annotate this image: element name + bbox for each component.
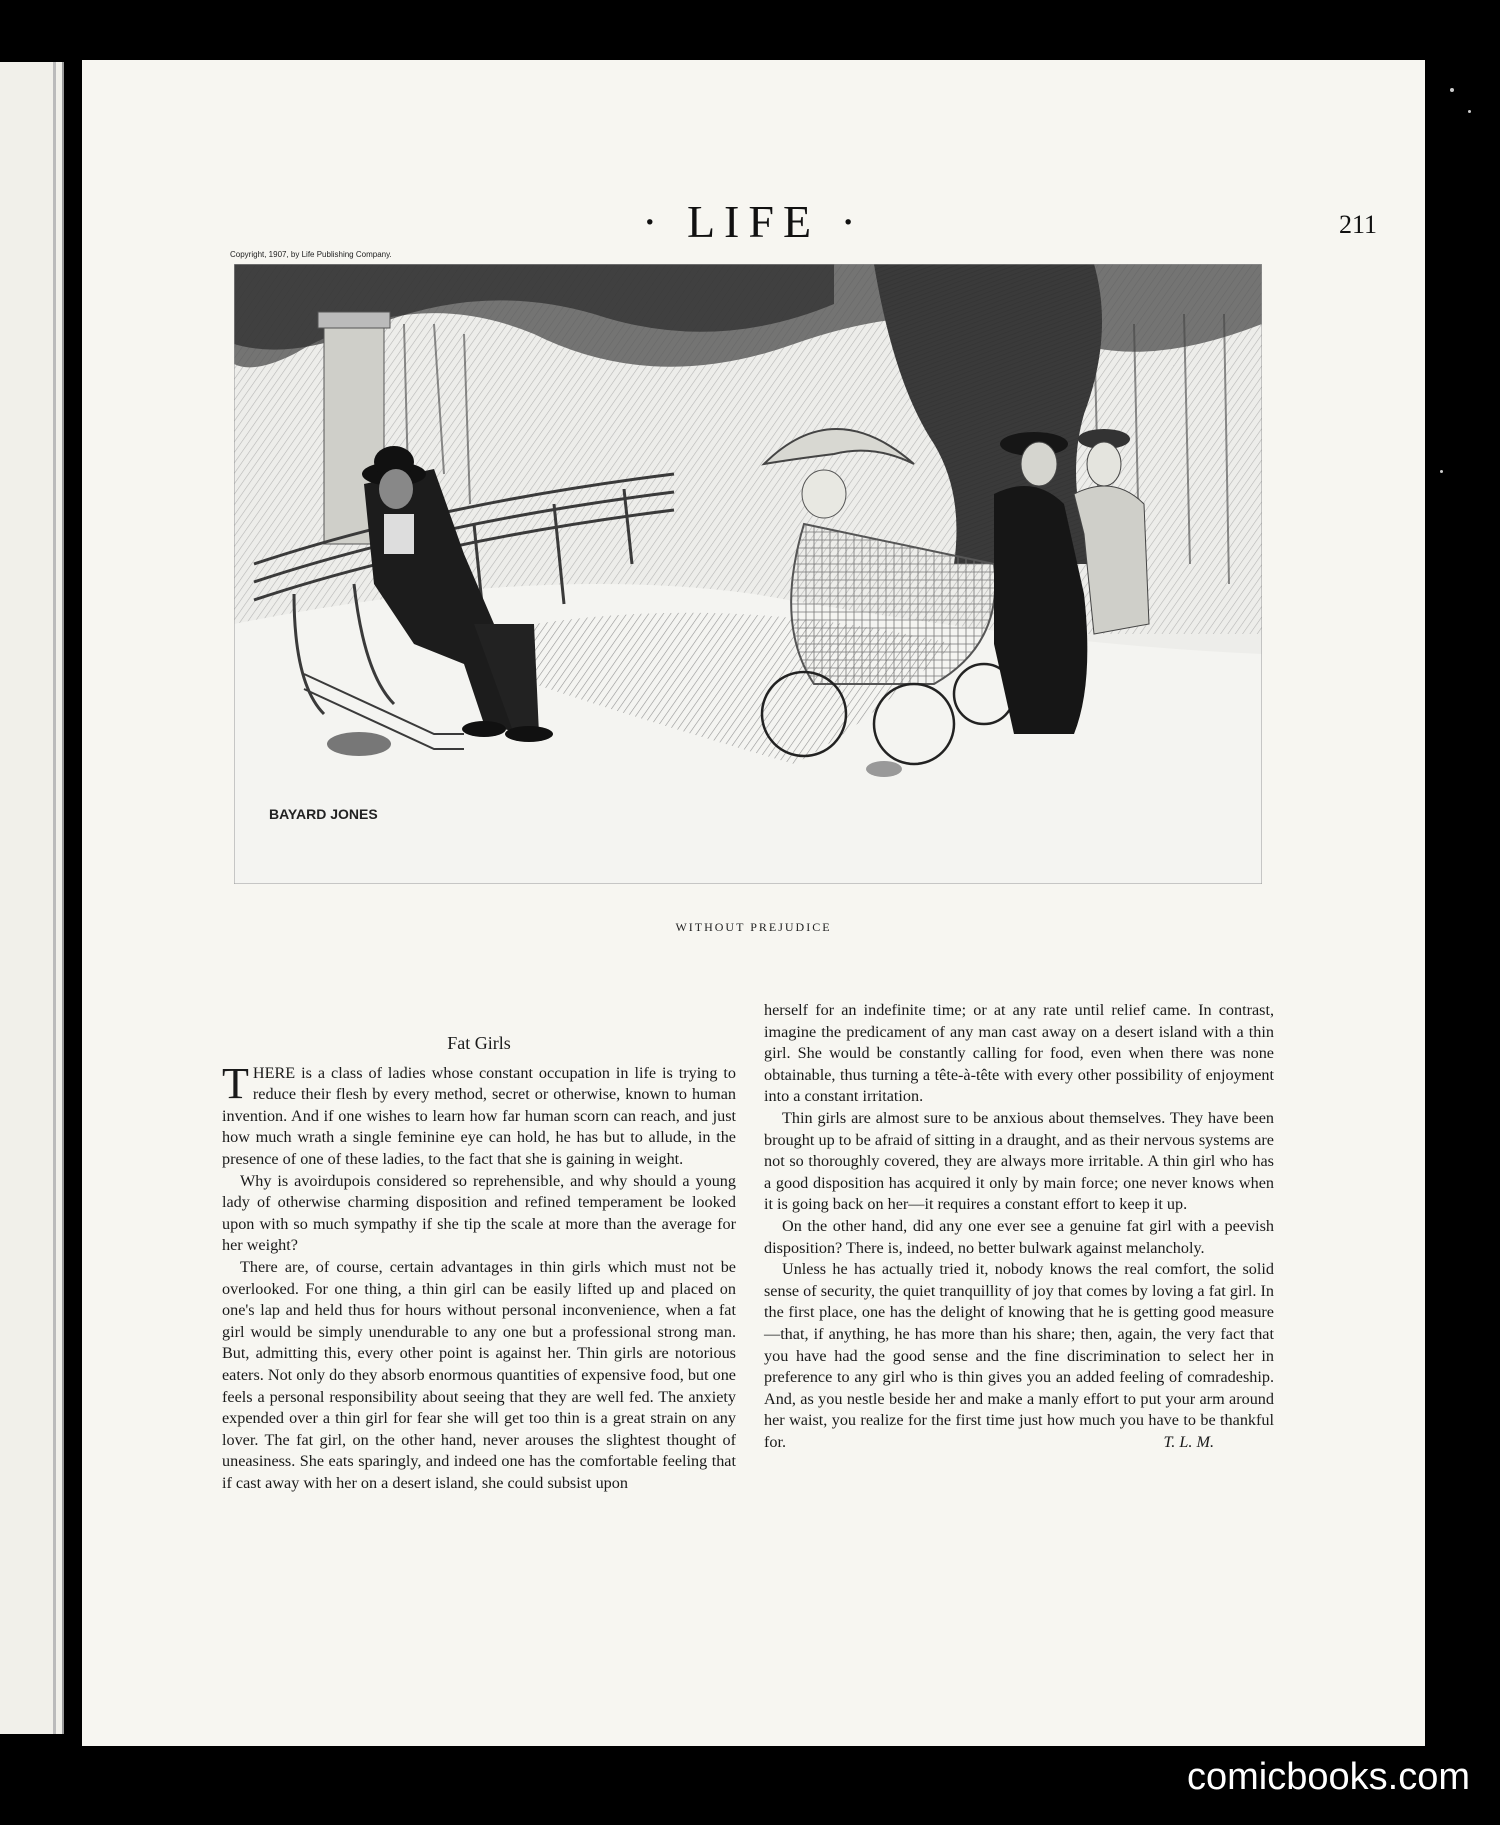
article-paragraph: herself for an indefinite time; or at any rate until relief came. In contrast, imagine the predicament of any man cast away on a desert island with a thin girl. She would be constantly calling for food, even when there was none obtainable, thus turning a tête-à-tête with every other possibility of enjoyment into a constant irritation. bbox=[764, 1001, 1274, 1106]
artist-signature: BAYARD JONES bbox=[269, 806, 378, 822]
article-paragraph: Unless he has actually tried it, nobody knows the real comfort, the solid sense of security, the quiet tranquillity of joy that comes by loving a fat girl. In the first place, one has the delight of knowing that he is getting good measure—that, if anything, he has more than his share; then, again, the very fact that you have had the good sense and the fine discrimination to select her in preference to any girl who is thin gives you an added feeling of comradeship. And, as you nestle beside her and make a manly effort to put your arm around her waist, you realize for the first time just how much you have to be thankful for. T. L. M. bbox=[764, 1259, 1274, 1453]
author-initials: T. L. M. bbox=[1163, 1432, 1214, 1451]
article-paragraph: There are, of course, certain advantages in thin girls which must not be overlooked. For one thing, a thin girl can be easily lifted up and placed on one's lap and held thus for hours without personal inconvenience, when a fat girl would be simply unendurable to any one but a professional strong man. But, admitting this, every other point is against her. Thin girls are notorious eaters. Not only do they absorb enormous quantities of expensive food, but one feels a personal responsibility about seeing that they are well fed. The anxiety expended over a thin girl for fear she will get too thin is a great strain on any lover. The fat girl, on the other hand, never arouses the slightest thought of uneasiness. She eats sparingly, and indeed one has the comfortable feeling that if cast away with her on a desert island, she could subsist upon bbox=[222, 1257, 736, 1492]
article-paragraph: On the other hand, did any one ever see a genuine fat girl with a peevish disposition? There is, indeed, no better bulwark against melancholy. bbox=[764, 1216, 1274, 1257]
article-left-column bbox=[222, 1033, 736, 1494]
previous-page-edge bbox=[0, 62, 64, 1734]
copyright-notice: Copyright, 1907, by Life Publishing Company. bbox=[230, 250, 392, 259]
scan-speck bbox=[1468, 110, 1471, 113]
site-watermark: comicbooks.com bbox=[1187, 1756, 1470, 1798]
drop-cap: T bbox=[222, 1058, 249, 1108]
article-paragraph: Why is avoirdupois considered so reprehensible, and why should a young lady of otherwise charming disposition and refined temperament be looked upon with so much sympathy if she tip the scale at more than the average for her weight? bbox=[222, 1171, 736, 1255]
article-right-column bbox=[764, 1000, 1274, 1453]
article-title: Fat Girls bbox=[447, 1033, 511, 1053]
magazine-page bbox=[82, 60, 1425, 1746]
article-paragraph: Thin girls are almost sure to be anxious about themselves. They have been brought up to be afraid of sitting in a draught, and as their nervous systems are not so thoroughly covered, they are always more irritable. A thin girl who has a good disposition has acquired it only by main force; one never knows when it is going back on her—it requires a constant effort to keep it up. bbox=[764, 1108, 1274, 1214]
scan-speck bbox=[1450, 88, 1454, 92]
park-illustration bbox=[234, 264, 1262, 884]
masthead: · LIFE · bbox=[642, 196, 865, 247]
page-number: 211 bbox=[1338, 210, 1377, 239]
scan-speck bbox=[1440, 470, 1443, 473]
article-paragraph: THERE is a class of ladies whose constant occupation in life is trying to reduce their flesh by every method, secret or otherwise, known to human invention. And if one wishes to learn how far human scorn can reach, and just how much wrath a single feminine eye can hold, he has but to allude, in the presence of one of these ladies, to the fact that she is gaining in weight. bbox=[222, 1058, 736, 1168]
illustration-caption: WITHOUT PREJUDICE bbox=[675, 920, 832, 934]
